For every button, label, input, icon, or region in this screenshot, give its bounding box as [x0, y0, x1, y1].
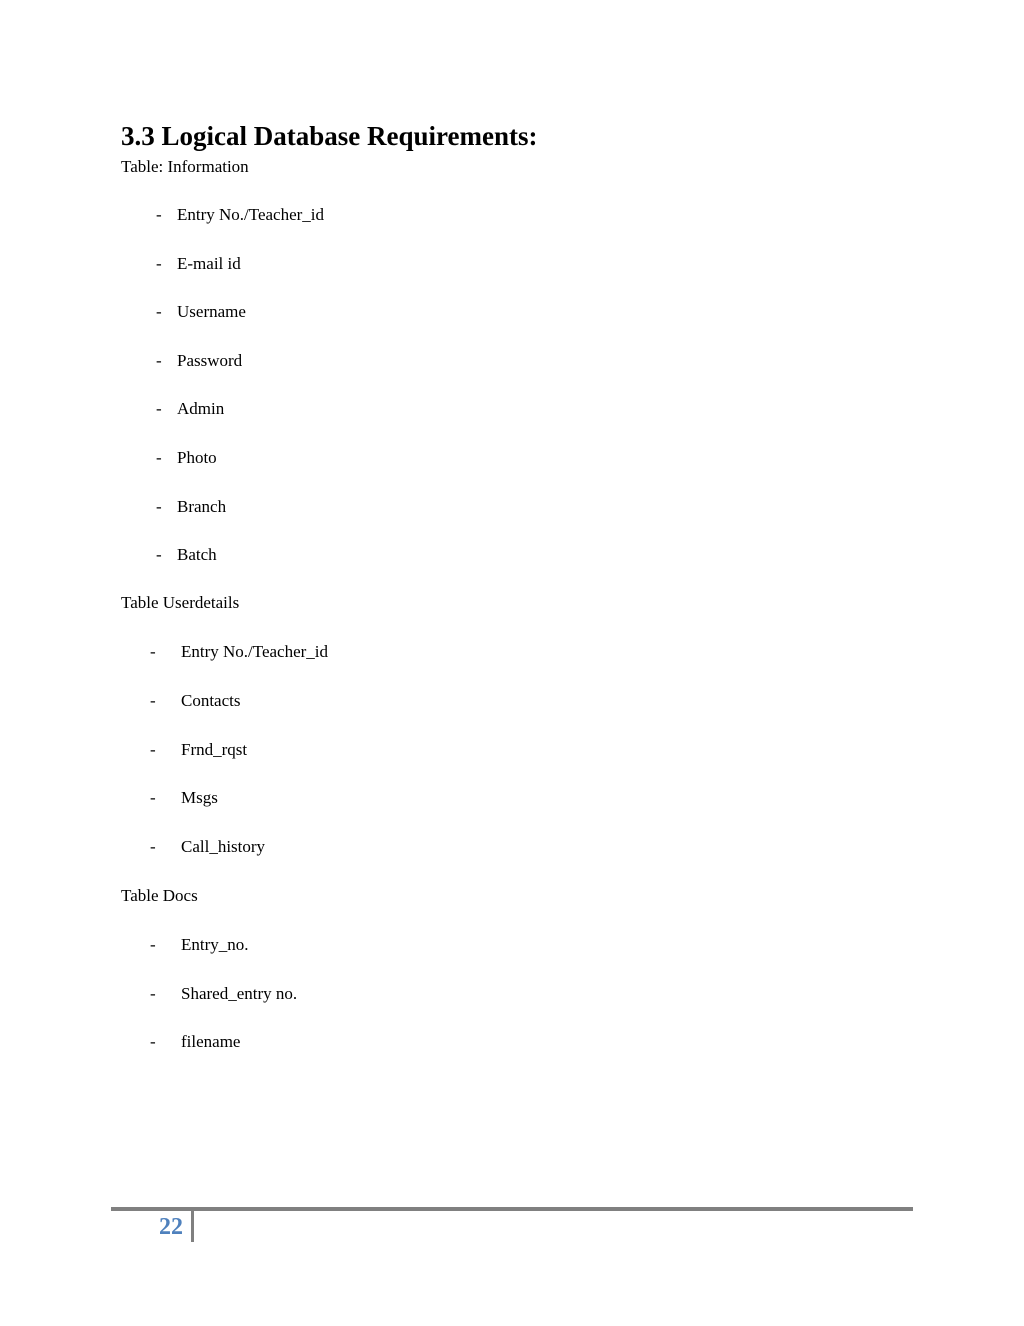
field-name: Batch: [177, 545, 217, 565]
field-name: Username: [177, 302, 246, 322]
field-name: Contacts: [181, 690, 241, 710]
dash-bullet: -: [150, 935, 156, 954]
field-name: Msgs: [181, 788, 218, 808]
field-name: Admin: [177, 399, 225, 419]
dash-bullet: -: [150, 690, 156, 710]
dash-bullet: -: [150, 837, 156, 857]
field-name: Photo: [177, 448, 217, 467]
table-title: Table Docs: [121, 886, 198, 905]
footer-rule: [111, 1207, 913, 1211]
dash-bullet: -: [156, 448, 162, 467]
page-number-divider: [191, 1211, 194, 1242]
field-name: Branch: [177, 496, 227, 516]
table-title: Table: Information: [121, 157, 249, 176]
dash-bullet: -: [156, 350, 162, 370]
dash-bullet: -: [156, 253, 162, 273]
field-name: filename: [181, 1032, 241, 1052]
dash-bullet: -: [156, 205, 162, 224]
page-number: 22: [159, 1214, 183, 1240]
dash-bullet: -: [156, 496, 162, 516]
dash-bullet: -: [156, 399, 162, 419]
dash-bullet: -: [150, 739, 156, 759]
field-name: Entry No./Teacher_id: [177, 205, 325, 224]
dash-bullet: -: [156, 545, 162, 565]
field-name: Password: [177, 350, 243, 370]
section-heading: 3.3 Logical Database Requirements:: [121, 121, 538, 151]
dash-bullet: -: [156, 302, 162, 322]
dash-bullet: -: [150, 788, 156, 808]
field-name: Entry_no.: [181, 935, 249, 954]
dash-bullet: -: [150, 983, 156, 1003]
field-name: Frnd_rqst: [181, 739, 248, 759]
table-title: Table Userdetails: [121, 593, 240, 612]
field-name: Shared_entry no.: [181, 983, 298, 1003]
field-name: Entry No./Teacher_id: [181, 642, 329, 661]
field-name: Call_history: [181, 837, 266, 857]
dash-bullet: -: [150, 1032, 156, 1052]
dash-bullet: -: [150, 642, 156, 661]
field-name: E-mail id: [177, 253, 241, 273]
